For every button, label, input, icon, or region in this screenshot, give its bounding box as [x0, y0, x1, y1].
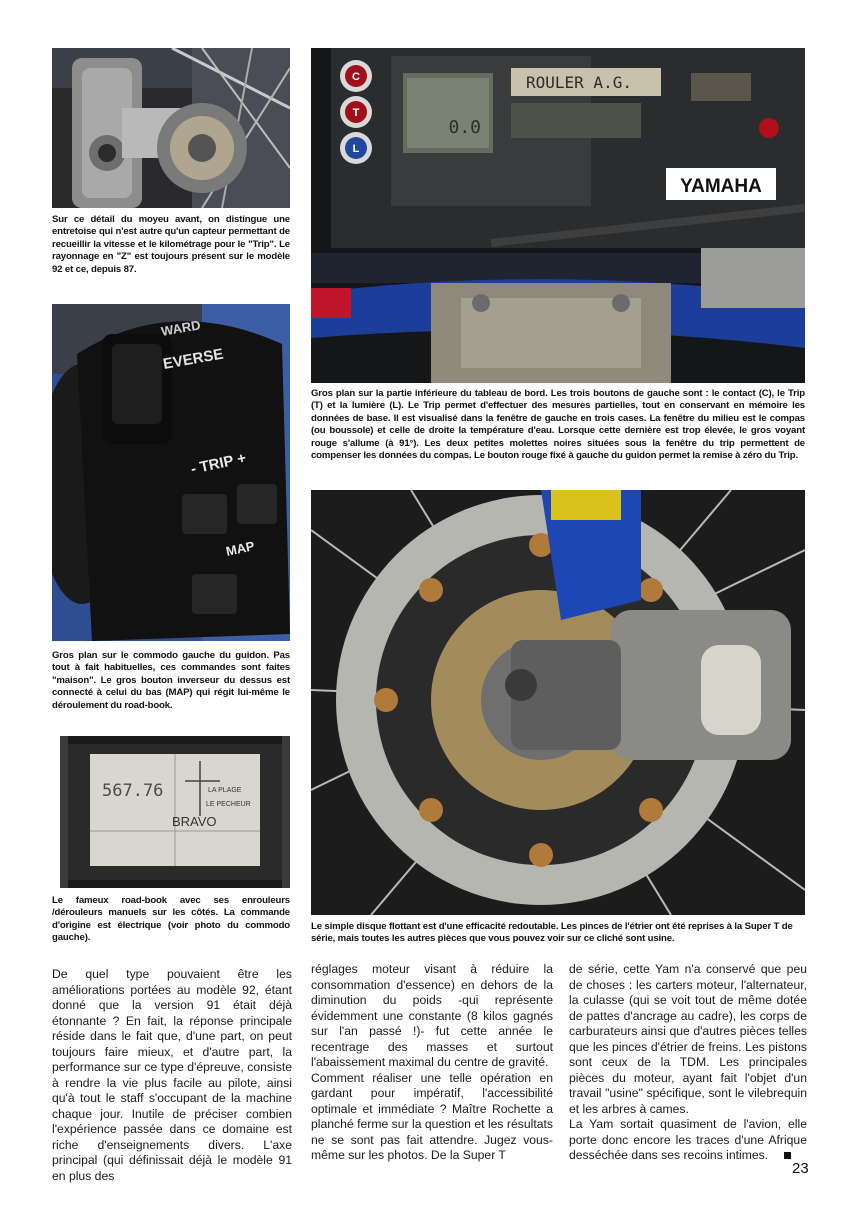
caption-switchgear: Gros plan sur le commodo gauche du guidon. Pas tout à fait habituelles, ces commandes sont faites "maison". Le gros bouton inverseur du dessus est connecté à celui du bas (MAP) qui régit lui-même le déroulement du road-book. [52, 650, 290, 711]
body-column-2 [311, 962, 553, 1164]
switch-forward-label: WARD [159, 317, 202, 339]
photo-front-hub [52, 48, 290, 208]
dash-button-t: T [352, 107, 360, 119]
switch-reverse-label: EVERSE [161, 345, 225, 373]
caption-brake-disc: Le simple disque flottant est d'une efficacité redoutable. Les pinces de l'étrier ont été reprises à la Super T de série, mais toutes les autres pièces que vous pouvez voir sur ce cliché sont usine. [311, 921, 793, 945]
photo-dashboard [311, 48, 805, 383]
photo-roadbook [60, 736, 290, 888]
roadbook-note-3: BRAVO [172, 814, 217, 829]
body-paragraph-5 [569, 1117, 807, 1164]
roadbook-note-1: LA PLAGE [208, 787, 242, 794]
body-paragraph-4: de série, cette Yam n'a conservé que peu de choses : les carters moteur, l'alternateur, la culasse (qui se voit tout de même dotée de pattes d'ancrage au cadre), les corps de carburateurs ainsi que d'autres pièces telles que les pinces d'étrier de freins. Les pistons sont ceux de la TDM. Les principales pièces du moteur, ayant fait l'objet d'un travail "usine" spécifique, sont le vilebrequin et les arbres à cames. [569, 962, 807, 1116]
switch-map-label: MAP [224, 538, 256, 559]
roadbook-km: 567.76 [102, 781, 164, 801]
body-paragraph-3: Comment réaliser une telle opération en gardant pour impératif, l'accessibilité optimale et immédiate ? Maître Rochette a planché ferme sur la question et les résultats ne se sont pas fait attendre. Jugez vous-même sur les photos. De la Super T [311, 1070, 553, 1162]
body-paragraph-2: réglages moteur visant à réduire la consommation d'essence) en dehors de la diminution du poids -qui représente évidemment une constante (8 kilos gagnés sur l'an passé !)- fut cette année le recentrage des masses et surtout l'abaissement maximal du centre de gravité. [311, 962, 553, 1069]
body-paragraph-5-text: La Yam sortait quasiment de l'avion, elle porte donc encore les traces d'une Afrique desséchée dans ses recoins intimes. [569, 1117, 807, 1162]
body-column-1 [52, 967, 292, 1184]
dash-button-l: L [352, 143, 360, 155]
dash-display: 0.0 [448, 117, 481, 138]
page-number: 23 [792, 1160, 809, 1177]
body-column-3 [569, 962, 807, 1164]
roadbook-note-2: LE PECHEUR [206, 801, 251, 808]
dash-brand: YAMAHA [680, 176, 762, 197]
body-paragraph-1: De quel type pouvaient être les améliorations portées au modèle 92, étant donné que la version 91 était déjà étonnante ? En fait, la réponse principale réside dans le fait que, d'une part, on peut toujours faire mieux, et d'autre part, la performance sur ce type d'épreuve, consiste à rendre la vie plus facile au pilote, ainsi qu'à tout le staff s'occupant de la machine chaque jour. Inutile de préciser combien l'expérience passée dans ce domaine est riche d'enseignements divers. L'axe principal (qui définissait déjà le modèle 91 en plus des [52, 967, 292, 1183]
switch-trip-label: - TRIP + [189, 449, 248, 478]
dash-button-c: C [352, 71, 360, 83]
dash-label: ROULER A.G. [526, 73, 632, 92]
photo-brake-disc [311, 490, 805, 915]
caption-roadbook: Le fameux road-book avec ses enrouleurs /dérouleurs manuels sur les côtés. La commande d'origine est électrique (voir photo du commodo gauche). [52, 895, 290, 944]
photo-switchgear [52, 304, 290, 641]
end-of-article-mark [784, 1152, 791, 1159]
caption-front-hub: Sur ce détail du moyeu avant, on distingue une entretoise qui n'est autre qu'un capteur permettant de recueillir la vitesse et le kilométrage pour le "Trip". Le rayonnage en "Z" est toujours présent sur le modèle 92 et ce, depuis 87. [52, 214, 290, 275]
caption-dashboard: Gros plan sur la partie inférieure du tableau de bord. Les trois boutons de gauche sont : le contact (C), le Trip (T) et la lumière (L). Le Trip permet d'effectuer des mesures partielles, tout en conservant en mémoire les données de base. Il est visualisé dans la fenêtre de gauche en trois cases. La fenêtre du milieu est le compas (ou boussole) et celle de droite la température d'eau. Lorsque cette dernière est trop élevée, le gros voyant rouge s'allume (à 91°). Les deux petites molettes noires situées sous la fenêtre du trip permettent de compenser les données du compas. Le bouton rouge fixé à gauche du guidon permet la remise à zéro du Trip. [311, 388, 805, 462]
